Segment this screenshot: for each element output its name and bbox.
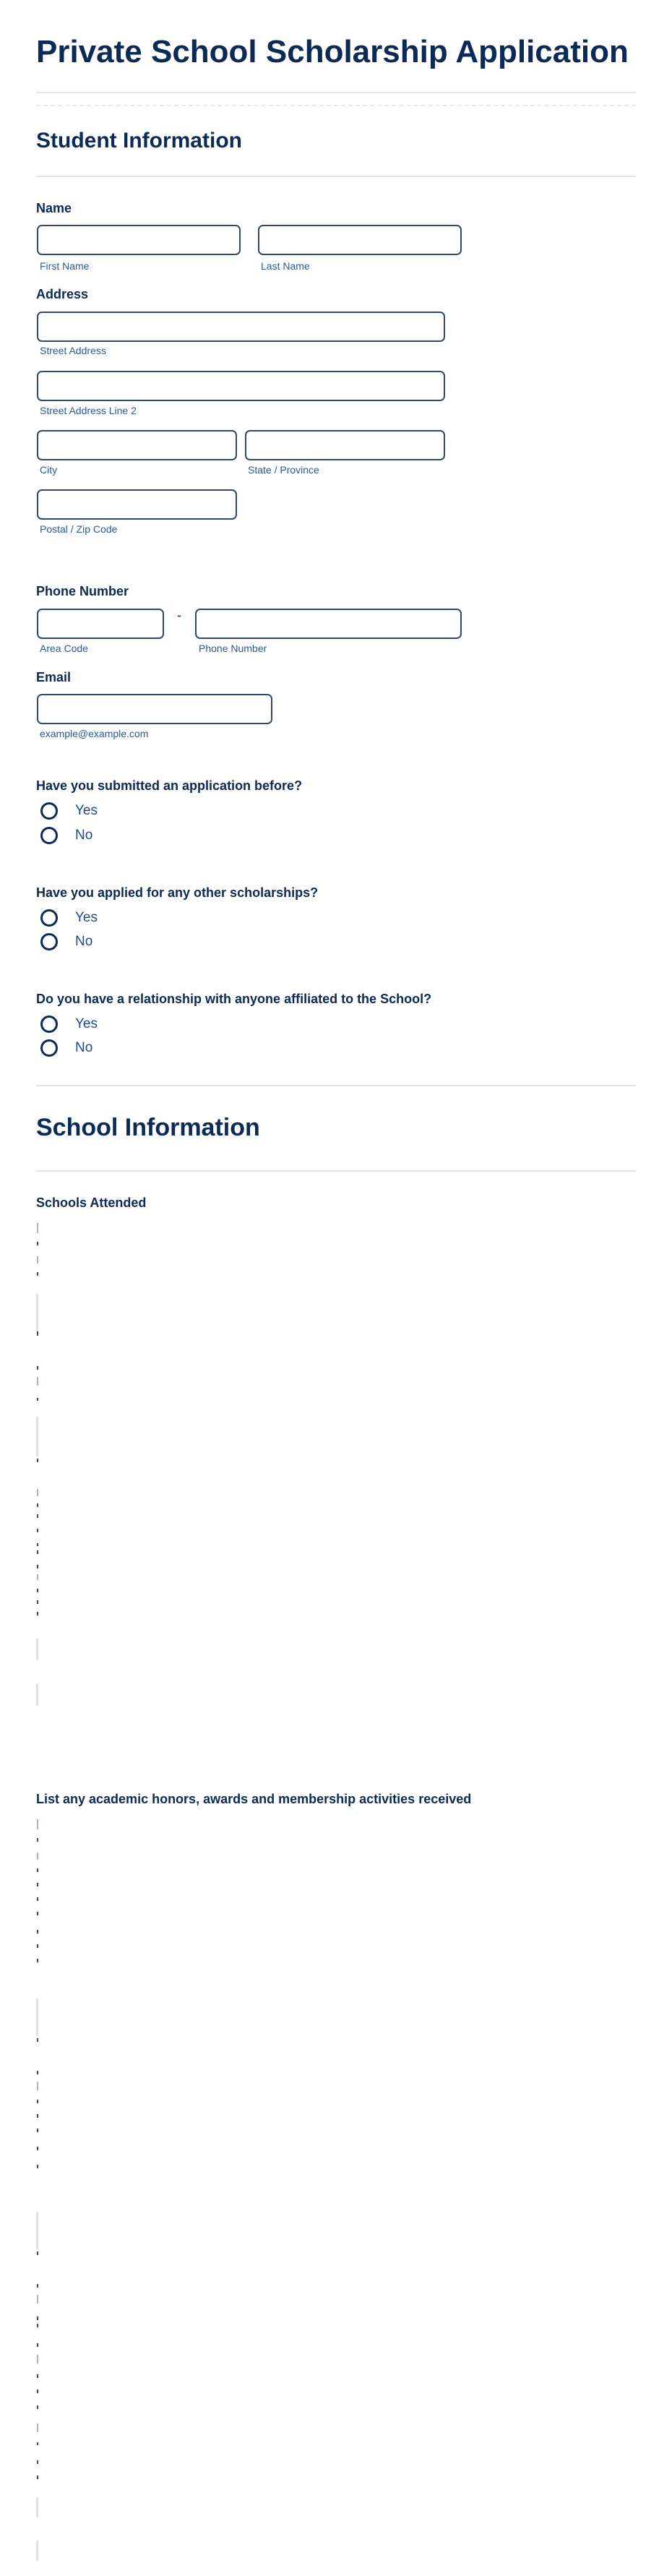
- schools-attended-table[interactable]: [36, 1222, 38, 1735]
- email-input[interactable]: [37, 694, 272, 724]
- name-label: Name: [36, 201, 72, 215]
- divider: [36, 1170, 636, 1172]
- radio-option-no[interactable]: [40, 1039, 127, 1058]
- street-address-line2-sublabel: Street Address Line 2: [40, 405, 137, 416]
- radio-option-no[interactable]: [40, 827, 127, 846]
- schools-attended-label: Schools Attended: [36, 1195, 147, 1210]
- phone-label: Phone Number: [36, 584, 129, 598]
- section-title-school: School Information: [36, 1114, 260, 1141]
- radio-label: No: [75, 828, 93, 843]
- radio-label: No: [75, 1040, 93, 1055]
- phone-separator: -: [177, 608, 181, 622]
- area-code-input[interactable]: [37, 609, 164, 639]
- radio-option-yes[interactable]: [40, 1016, 127, 1034]
- state-province-input[interactable]: [245, 430, 445, 460]
- question-previous-application: Have you submitted an application before?: [36, 778, 303, 793]
- radio-button[interactable]: [40, 909, 58, 927]
- honors-label: List any academic honors, awards and membership activities received: [36, 1792, 472, 1806]
- section-title-student: Student Information: [36, 129, 242, 153]
- city-sublabel: City: [40, 464, 58, 476]
- first-name-input[interactable]: [37, 225, 241, 255]
- radio-button[interactable]: [40, 1039, 58, 1057]
- street-address-sublabel: Street Address: [40, 345, 106, 356]
- radio-button[interactable]: [40, 802, 58, 820]
- postal-code-sublabel: Postal / Zip Code: [40, 523, 118, 535]
- street-address-input[interactable]: [37, 312, 445, 342]
- postal-code-input[interactable]: [37, 489, 237, 520]
- radio-option-yes[interactable]: [40, 909, 127, 928]
- phone-number-input[interactable]: [195, 609, 462, 639]
- question-other-scholarships: Have you applied for any other scholarships?: [36, 885, 319, 900]
- page-title: Private School Scholarship Application: [36, 34, 629, 69]
- divider: [36, 176, 636, 177]
- first-name-sublabel: First Name: [40, 260, 90, 272]
- radio-option-no[interactable]: [40, 933, 127, 952]
- question-school-relationship: Do you have a relationship with anyone affiliated to the School?: [36, 992, 432, 1006]
- radio-button[interactable]: [40, 1016, 58, 1033]
- phone-number-sublabel: Phone Number: [199, 643, 267, 654]
- email-sublabel: example@example.com: [40, 728, 149, 739]
- radio-option-yes[interactable]: [40, 802, 127, 821]
- radio-button[interactable]: [40, 933, 58, 950]
- state-province-sublabel: State / Province: [248, 464, 319, 476]
- radio-label: Yes: [75, 910, 98, 925]
- radio-label: No: [75, 934, 93, 949]
- last-name-input[interactable]: [258, 225, 462, 255]
- radio-button[interactable]: [40, 827, 58, 844]
- radio-label: Yes: [75, 803, 98, 818]
- divider: [36, 1085, 636, 1086]
- radio-label: Yes: [75, 1016, 98, 1031]
- street-address-line2-input[interactable]: [37, 371, 445, 401]
- address-label: Address: [36, 287, 89, 301]
- honors-table[interactable]: [36, 1818, 38, 2576]
- area-code-sublabel: Area Code: [40, 643, 88, 654]
- divider: [36, 105, 636, 106]
- email-label: Email: [36, 670, 72, 684]
- divider: [36, 92, 636, 93]
- city-input[interactable]: [37, 430, 237, 460]
- last-name-sublabel: Last Name: [261, 260, 310, 272]
